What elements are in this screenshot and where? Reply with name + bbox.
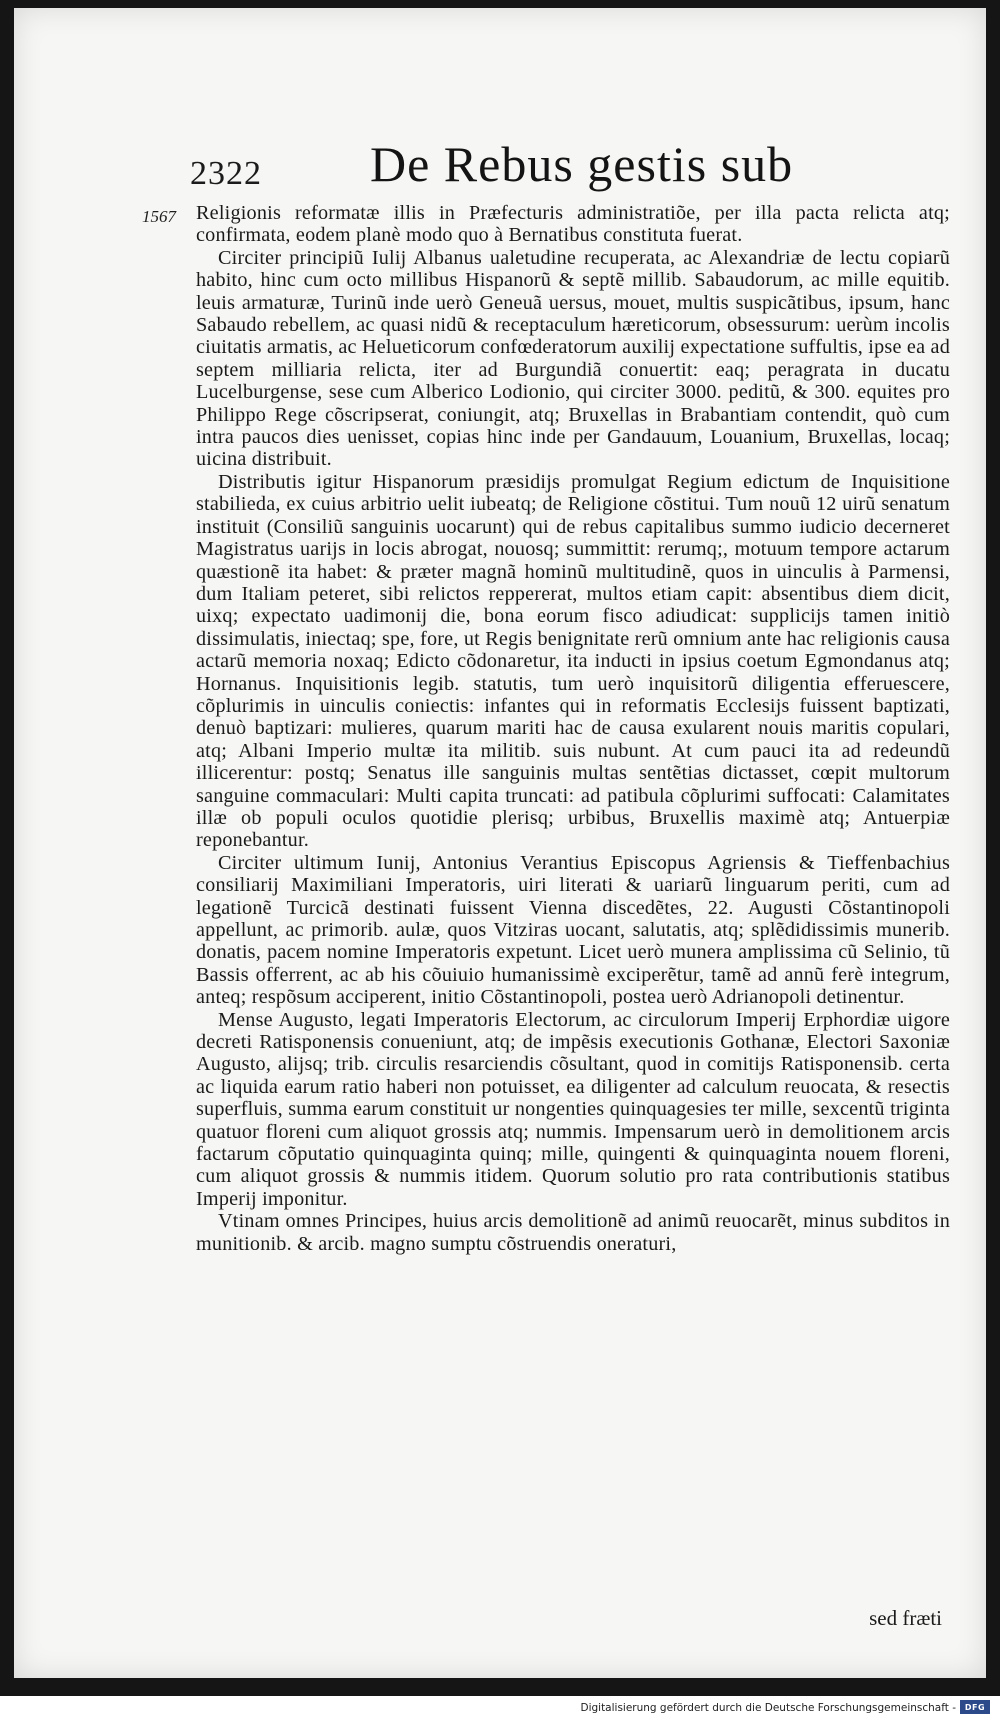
running-title: De Rebus gestis sub [370, 136, 794, 192]
paragraph-3: Distributis igitur Hispanorum præsidijs promulgat Regium edictum de Inquisitione stabilieda, ex cuius arbitrio uelit iubeatq; de Religione cõstitui. Tum nouũ 12 uirũ senatum instituit (Consiliũ sanguinis uocarunt) qui de rebus capitalibus summo iudicio decerneret Magistratus uarijs in locis abrogat, nouosq; summittit: rerumq;, motuum tempore actarum quæstionẽ ita habet: & præter magnã hominũ multitudinẽ, quos in uinculis à Parmensi, dum Italiam peteret, sibi relictos reppererat, multos etiam capit: absentibus diem dicit, uixq; expectato uadimonij die, bona eorum fisco adiudicat: supplicijs tamen initiò dissimulatis, iniectaq; spe, fore, ut Regis benignitate rerũ omnium ante hac religionis causa actarũ memoria noxaq; Edicto cõdonaretur, ita inducti in ipsius coetum Egmondanus atq; Hornanus. Inquisitionis legib. statutis, tum uerò inquisitorũ diligentia efferuescere, cõplurimis in uinculis coniectis: infantes qui in reformatis Ecclesijs fuissent baptizati, denuò baptizari: mulieres, quarum mariti hac de causa exularent nouis maritis copulari, atq; Albani Imperio multæ ita militib. suis nubunt. At cum pauci ita ad redeundũ illicerentur: postq; Senatus ille sanguinis multas sentẽtias dictasset, cœpit multorum sanguine commaculari: Multi capita truncati: ad patibula cõplurimi suffocati: Calamitates illæ ob populi oculos quotidie plerisq; urbibus, Bruxellis maximè atq; Antuerpiæ reponebantur. [196, 470, 950, 852]
page-number: 2322 [190, 155, 262, 192]
page-header [190, 135, 810, 205]
footer-credit: Digitalisierung gefördert durch die Deutsche Forschungsgemeinschaft - [580, 1702, 956, 1714]
paragraph-2: Circiter principiũ Iulij Albanus ualetudine recuperata, ac Alexandriæ de lectu copiarũ habito, hinc cum octo millibus Hispanorũ & septẽ millib. Sabaudorum, ac mille equitib. leuis armaturæ, Turinũ inde uerò Geneuã uersus, mouet, multis suspicãtibus, ipsum, hanc Sabaudo rebellem, ac quasi nidũ & receptaculum hæreticorum, obsessurum: uerùm incolis ciuitatis armatis, ac Helueticorum confœderatorum auxilij expectatione suffultis, ipse ea ad septem milliaria relicta, iter ad Burgundiã conuertit: eaq; peragrata in ducatu Lucelburgense, sese cum Alberico Lodionio, qui circiter 3000. peditũ, & 300. equites pro Philippo Rege cõscripserat, coniungit, atq; Bruxellas in Brabantiam contendit, quò cum intra paucos dies uenisset, copias hinc inde per Gandauum, Louanium, Bruxellas, locaq; uicina distribuit. [196, 246, 950, 471]
catchword: sed fræti [869, 1606, 942, 1630]
dfg-logo-icon: DFG [960, 1700, 990, 1714]
body-text [196, 202, 950, 1255]
paragraph-4: Circiter ultimum Iunij, Antonius Verantius Episcopus Agriensis & Tieffenbachius consiliarij Maximiliani Imperatoris, uiri literati & uariarũ linguarum periti, cum ad legationẽ Turcicã destinati fuissent Vienna discedẽtes, 22. Augusti Cõstantinopoli appellunt, ac primorib. aulæ, quos Vitziras uocant, salutatis, atq; splẽdidissimis munerib. donatis, pacem nomine Imperatoris expetunt. Licet uerò munera amplissima cũ Selinio, tũ Bassis offerrent, ac ab his cõuiuio humanissimè exciperẽtur, tamẽ ad annũ ferè integrum, anteq; respõsum acciperent, initio Cõstantinopoli, postea uerò Adrianopoli detinentur. [196, 851, 950, 1009]
paragraph-6: Vtinam omnes Principes, huius arcis demolitionẽ ad animũ reuocarẽt, minus subditos in munitionib. & arcib. magno sumptu cõstruendis oneraturi, [196, 1210, 950, 1255]
paragraph-1: Religionis reformatæ illis in Præfecturis administratiõe, per illa pacta relicta atq; confirmata, eodem planè modo quo à Bernatibus constituta fuerat. [196, 202, 950, 247]
margin-year: 1567 [142, 207, 176, 226]
paragraph-5: Mense Augusto, legati Imperatoris Electorum, ac circulorum Imperij Erphordiæ uigore decreti Ratisponensis conueniunt, atq; de impẽsis executionis Gothanæ, Electori Saxoniæ Augusto, alijsq; trib. circulis resarciendis cõsultant, quod in comitijs Ratisponensib. certa ac liquida earum ratio haberi non potuisset, ea diligenter ad calculum reuocata, & resectis superfluis, summa earum constituit ur nongenties quinquagesies ter mille, sexcentũ triginta quatuor floreni cum aliquot grossis atq; nummis. Impensarum uerò in demolitionem arcis factarum cõputatio quinquaginta quinq; mille, quingenti & quinquaginta nouem floreni, cum aliquot grossis & nummis itidem. Quorum solutio pro rata contributionis statibus Imperij imponitur. [196, 1008, 950, 1210]
